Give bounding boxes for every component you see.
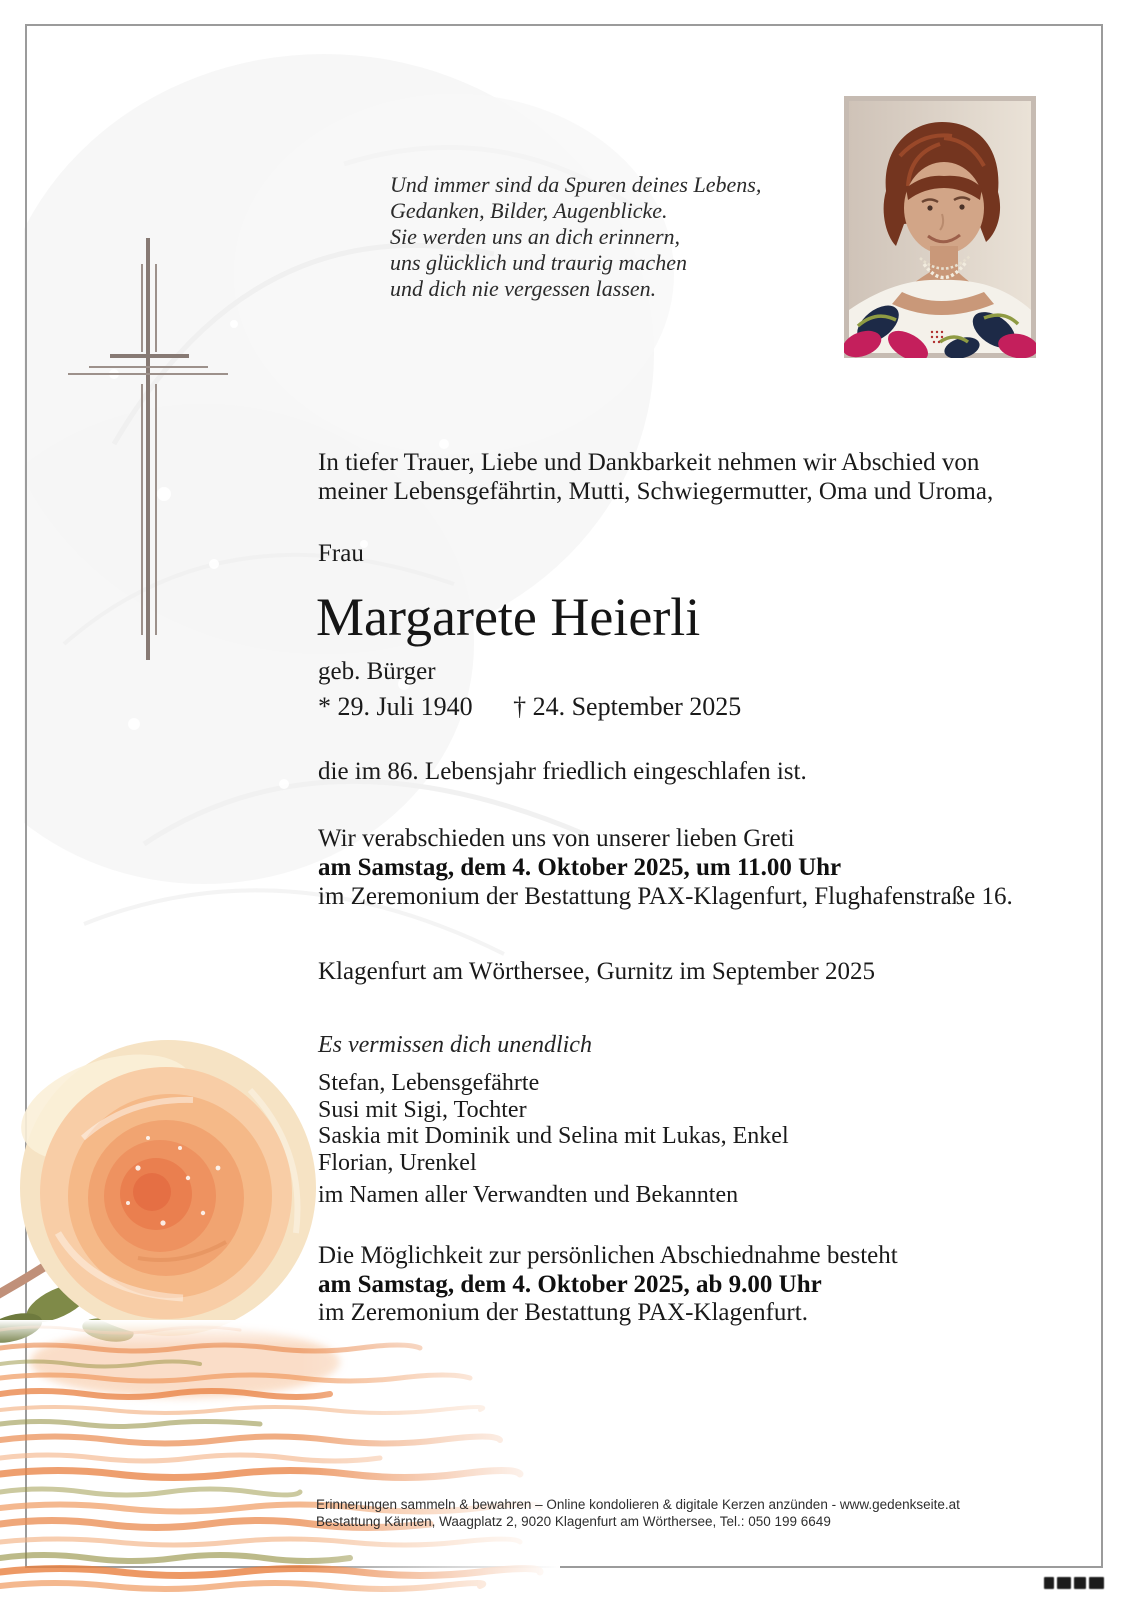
viewing-announcement: [318, 1242, 898, 1328]
viewing-location: im Zeremonium der Bestattung PAX-Klagenfurt.: [318, 1299, 808, 1326]
announcement-text: [318, 448, 993, 506]
farewell-date-time: am Samstag, dem 4. Oktober 2025, um 11.00 Uhr: [318, 854, 842, 881]
portrait-photo: [844, 96, 1036, 358]
farewell-announcement: [318, 824, 1013, 911]
announcement-line: In tiefer Trauer, Liebe und Dankbarkeit nehmen wir Abschied von: [318, 449, 980, 476]
birth-date: * 29. Juli 1940: [318, 692, 473, 721]
farewell-line: Wir verabschieden uns von unserer lieben Greti: [318, 825, 795, 852]
age-line: die im 86. Lebensjahr friedlich eingeschlafen ist.: [318, 758, 807, 785]
mourner-line: Saskia mit Dominik und Selina mit Lukas, Enkel: [318, 1123, 789, 1149]
memorial-poem: [390, 172, 761, 302]
mourner-line: Stefan, Lebensgefährte: [318, 1070, 540, 1096]
viewing-line: Die Möglichkeit zur persönlichen Abschiednahme besteht: [318, 1242, 898, 1269]
peach-rose-image: [0, 1028, 338, 1358]
salutation: Frau: [318, 540, 364, 567]
maiden-name: geb. Bürger: [318, 658, 436, 685]
death-date: † 24. September 2025: [513, 692, 742, 721]
place-date-line: Klagenfurt am Wörthersee, Gurnitz im September 2025: [318, 958, 876, 985]
mourning-closing: im Namen aller Verwandten und Bekannten: [318, 1182, 739, 1208]
deceased-name: Margarete Heierli: [316, 587, 701, 647]
farewell-location: im Zeremonium der Bestattung PAX-Klagenfurt, Flughafenstraße 16.: [318, 883, 1013, 910]
funeral-home-footer: [316, 1497, 960, 1530]
life-dates: [318, 692, 741, 722]
announcement-line: meiner Lebensgefährtin, Mutti, Schwiegermutter, Oma und Uroma,: [318, 478, 994, 505]
poem-line: uns glücklich und traurig machen: [390, 250, 687, 275]
poem-line: Sie werden uns an dich erinnern,: [390, 224, 681, 249]
water-reflection-image: [0, 1320, 560, 1600]
footer-line-contact: Bestattung Kärnten, Waagplatz 2, 9020 Klagenfurt am Wörthersee, Tel.: 050 199 6649: [316, 1513, 831, 1529]
mourner-line: Florian, Urenkel: [318, 1149, 477, 1176]
poem-line: Und immer sind da Spuren deines Lebens,: [390, 172, 762, 197]
viewing-date-time: am Samstag, dem 4. Oktober 2025, ab 9.00 Uhr: [318, 1270, 822, 1298]
print-mark: [1044, 1577, 1106, 1591]
poem-line: und dich nie vergessen lassen.: [390, 276, 657, 301]
poem-line: Gedanken, Bilder, Augenblicke.: [390, 198, 668, 223]
mourners-list: [318, 1070, 789, 1176]
mourning-intro: Es vermissen dich unendlich: [318, 1032, 592, 1058]
footer-line-memorial-site: Erinnerungen sammeln & bewahren – Online kondolieren & digitale Kerzen anzünden - www.gedenkseite.at: [316, 1497, 960, 1512]
mourner-line: Susi mit Sigi, Tochter: [318, 1096, 527, 1123]
